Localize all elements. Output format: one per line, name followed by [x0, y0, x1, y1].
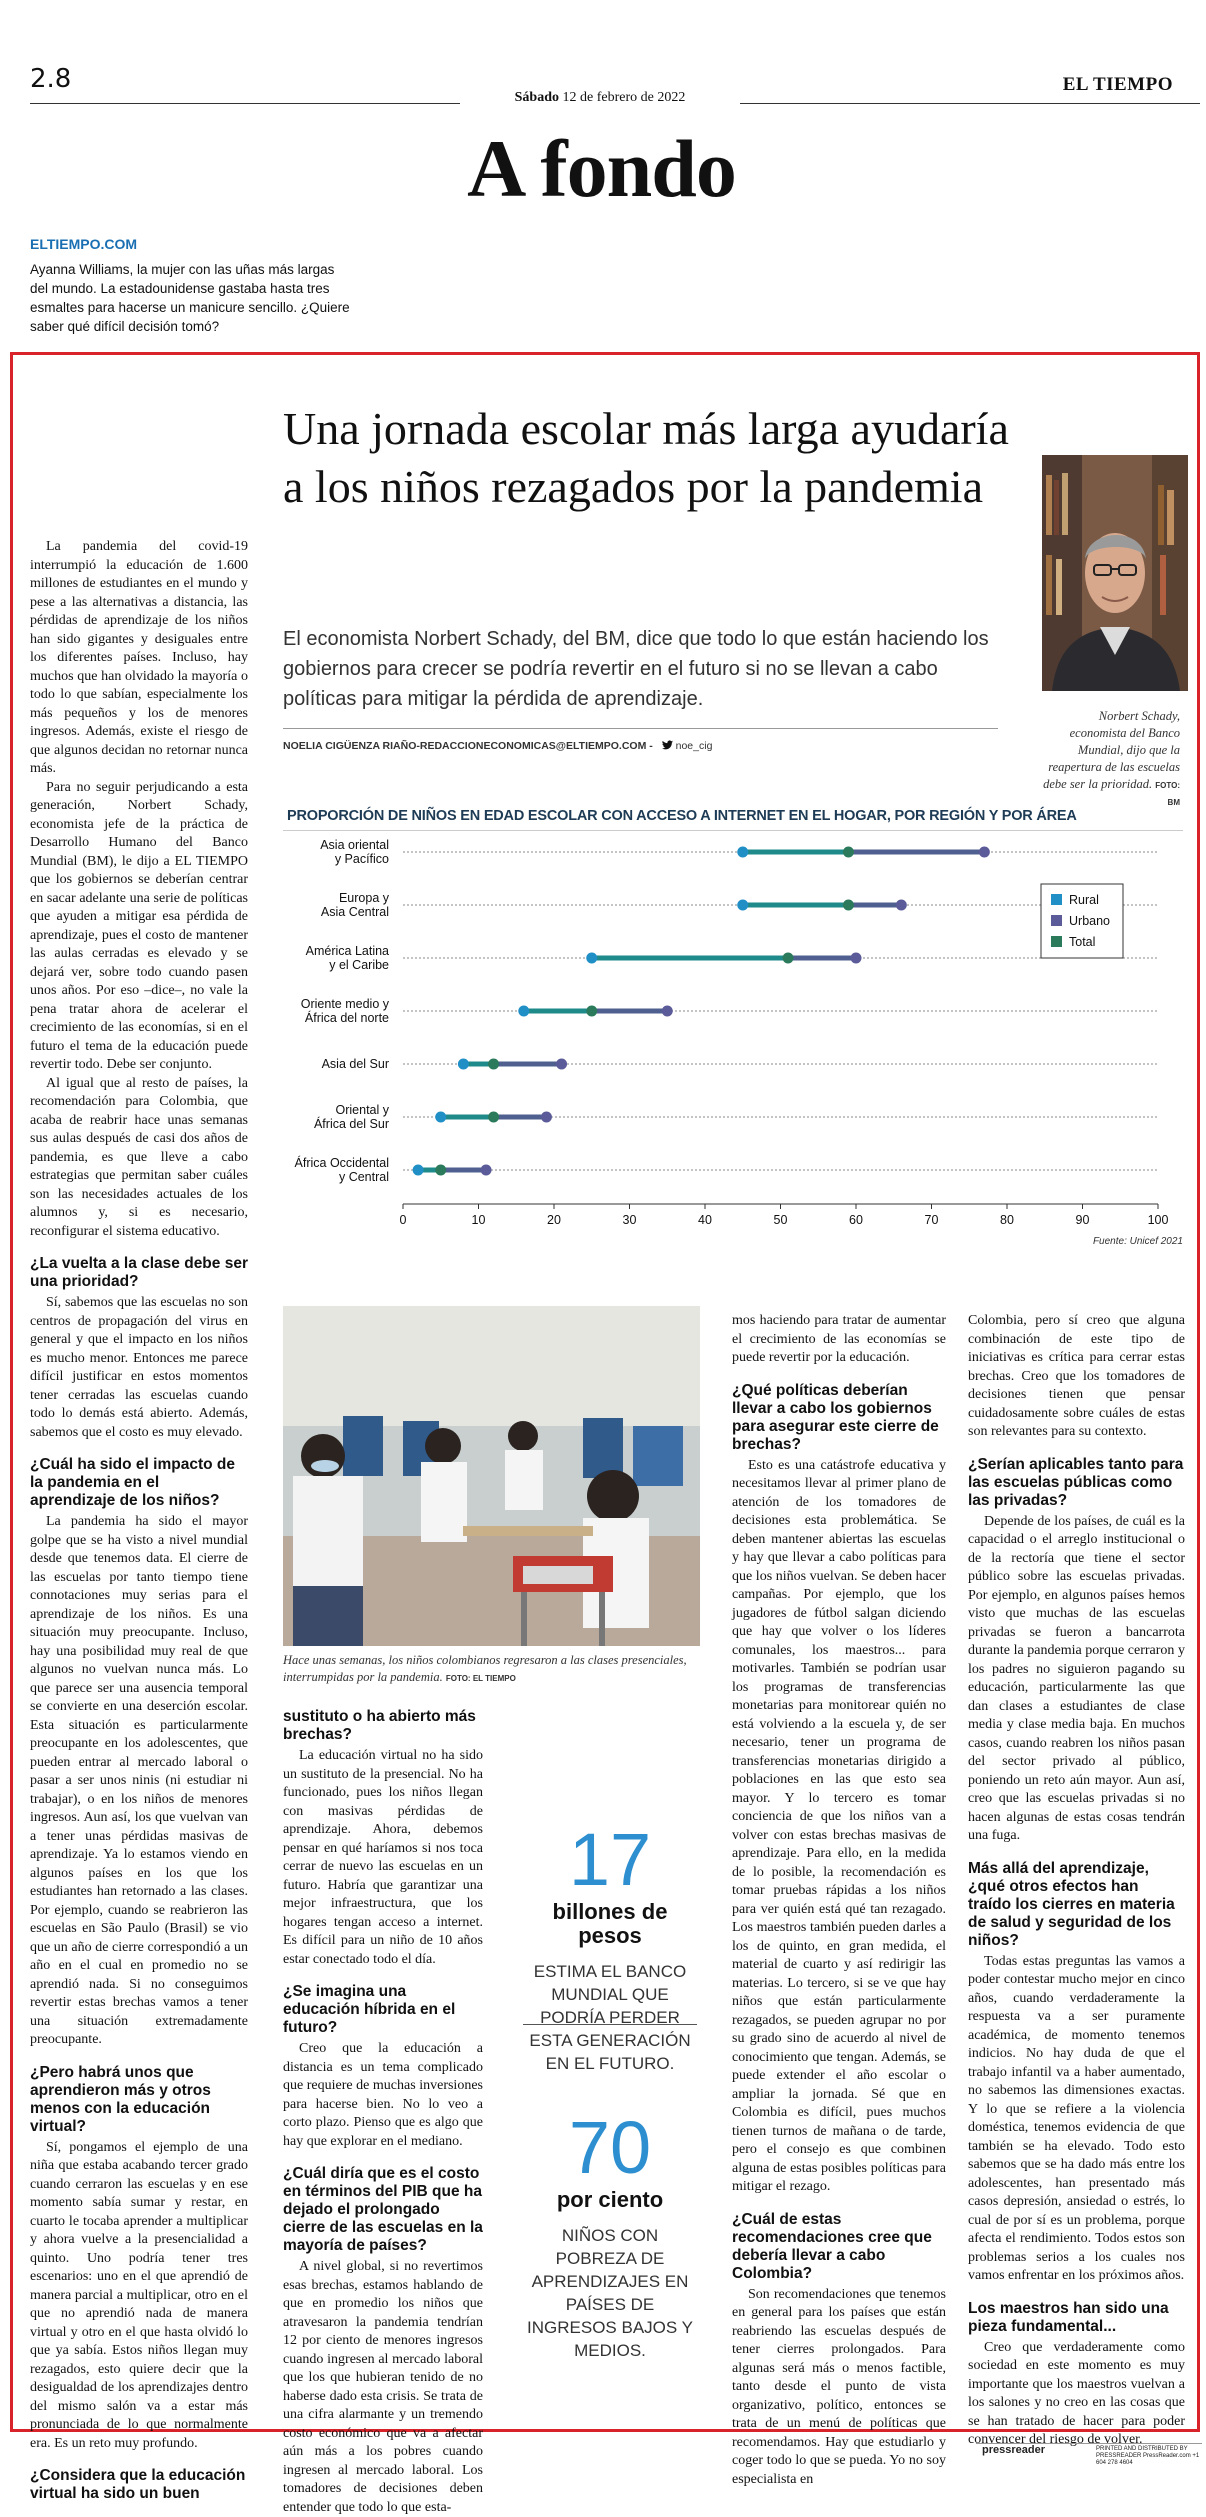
legend-label: Total [1069, 935, 1096, 949]
paragraph: mos haciendo para tratar de aumentar el crecimiento de las economías se puede revertir por la educación. [732, 1313, 946, 1365]
data-point-total [488, 1112, 499, 1123]
data-point-total [783, 953, 794, 964]
portrait-caption: Norbert Schady, economista del Banco Mundial, dijo que la reapertura de las escuelas debe ser la prioridad. FOTO: BM [1043, 709, 1180, 807]
category-label: Asia oriental [320, 838, 389, 852]
section-title: A fondo [467, 123, 736, 214]
x-tick-label: 100 [1147, 1213, 1169, 1227]
paragraph: La pandemia del covid-19 interrumpió la educación de 1.600 millones de estudiantes en el mundo y pese a las alternativas a distancia, las pérdidas de aprendizaje de los niños han sido gigantes y desiguales entre los diferentes países. Incluso, hay muchos que han olvidado la mayoría o todo lo que sabían, especialmente los más pequeños y los de menores ingresos. Además, existe el riesgo de que algunos decidan no retornar nunca más. [30, 539, 248, 776]
category-label: Oriente medio y [300, 997, 389, 1011]
classroom-photo [283, 1306, 700, 1646]
data-point-total [488, 1059, 499, 1070]
text-column-5 [968, 1312, 1185, 2450]
question-heading: ¿Pero habrá unos que aprendieron más y otros menos con la educación virtual? [30, 2063, 211, 2135]
data-point-total [843, 847, 854, 858]
x-tick-label: 10 [471, 1213, 486, 1227]
category-label: África del Sur [313, 1117, 389, 1131]
pressreader-bar [976, 2443, 1202, 2466]
portrait-credit: FOTO: BM [1155, 781, 1180, 807]
x-tick-label: 80 [1000, 1213, 1014, 1227]
x-tick-label: 50 [773, 1213, 788, 1227]
data-point-rural [737, 847, 748, 858]
question-heading: ¿Se imagina una educación híbrida en el futuro? [283, 1983, 456, 2036]
legend-label: Urbano [1069, 914, 1110, 928]
pressreader-notice: PRINTED AND DISTRIBUTED BY PRESSREADER PressReader.com +1 604 278 4604 [1096, 2446, 1200, 2466]
promo-text: Ayanna Williams, la mujer con las uñas más largas del mundo. La estadounidense gastaba hasta tres esmaltes para hacerse un manicure sencillo. ¿Quiere saber qué difícil decisión tomó? [30, 262, 350, 334]
page-number: 2.8 [30, 64, 72, 94]
data-point-rural [518, 1006, 529, 1017]
stat-divider [523, 2024, 697, 2025]
twitter-icon [662, 740, 673, 750]
x-tick-label: 70 [924, 1213, 939, 1227]
question-heading: ¿Cuál diría que es el costo en términos del PIB que ha dejado el prolongado cierre de las escuelas en la mayoría de países? [283, 2165, 483, 2254]
x-tick-label: 60 [849, 1213, 863, 1227]
twitter-handle[interactable]: noe_cig [662, 740, 713, 752]
x-tick-label: 0 [399, 1213, 407, 1227]
data-point-rural [458, 1059, 469, 1070]
question-heading: ¿Considera que la educación virtual ha sido un buen [30, 2467, 246, 2502]
x-tick-label: 40 [698, 1213, 712, 1227]
internet-access-chart [283, 834, 1183, 1254]
data-point-rural [413, 1165, 424, 1176]
stat-number: 70 [568, 2106, 652, 2189]
text-column-1 [30, 538, 248, 2506]
text-column-4 [732, 1312, 946, 2489]
chart-title-rule [283, 830, 1183, 831]
data-point-urbano [541, 1112, 552, 1123]
data-point-rural [435, 1112, 446, 1123]
paragraph: La educación virtual no ha sido un sustituto de la presencial. No ha funcionado, pues los niños llegan con masivas pérdidas de aprendizaje. Ahora, debemos pensar en qué haríamos si nos toca cerrar de nuevo las escuelas en un futuro. Habría que garantizar una mejor infraestructura, que los hogares tengan acceso a internet. Es difícil para un niño de 10 años estar conectado todo el día. [283, 1748, 483, 1967]
stat-description: NIÑOS CON POBREZA DE APRENDIZAJES EN PAÍSES DE INGRESOS BAJOS Y MEDIOS. [527, 2226, 693, 2360]
byline: NOELIA CIGÜENZA RIAÑO-REDACCIONECONOMICAS@ELTIEMPO.COM - noe_cig [283, 740, 713, 752]
question-heading: ¿Qué políticas deberían llevar a cabo los gobiernos para asegurar este cierre de brechas? [732, 1381, 939, 1453]
byline-author: NOELIA CIGÜENZA RIAÑO-REDACCIONECONOMICAS@ELTIEMPO.COM [283, 740, 647, 752]
chart-source: Fuente: Unicef 2021 [1092, 1236, 1183, 1247]
portrait-illustration [1042, 455, 1188, 691]
category-label: África Occidental [294, 1156, 389, 1170]
category-label: y Central [338, 1170, 389, 1184]
x-tick-label: 30 [622, 1213, 637, 1227]
stat-description: ESTIMA EL BANCO MUNDIAL QUE PODRÍA PERDER ESTA GENERACIÓN EN EL FUTURO. [529, 1962, 691, 2073]
data-point-total [435, 1165, 446, 1176]
portrait-photo [1042, 455, 1188, 691]
header-rule-right [740, 103, 1200, 104]
category-label: África del norte [304, 1011, 389, 1025]
data-point-urbano [851, 953, 862, 964]
stat-box-billions [520, 1820, 700, 2075]
category-label: Asia Central [320, 905, 389, 919]
category-label: y el Caribe [329, 958, 389, 972]
paragraph: La pandemia ha sido el mayor golpe que se ha visto a nivel mundial desde que tenemos data. El cierre de las escuelas por tanto tiempo tiene connotaciones muy serias para el aprendizaje de los niños. Es una situación muy preocupante. Incluso, hay una posibilidad muy real de que algunos no vuelvan nunca más. Lo que parece ser una ausencia temporal se convierte en una deserción escolar. Esta situación es particularmente preocupante en los adolescentes, que pueden entrar al mercado laboral o pasar a ser unos ninis (ni estudiar ni trabajar), o en los niños de menores ingresos. Aun así, los que vuelvan van a tener unas pérdidas masivas de aprendizaje. Ya lo estamos viendo en algunos países en los que los estudiantes han retornado a las clases. Por ejemplo, cuando se reabrieron las escuelas en São Paulo (Brasil) se vio que un año de cierre correspondió a un año en el cual en promedio no se aprendió nada. Si no conseguimos revertir estas brechas vamos a tener una situación extremadamente preocupante. [30, 1514, 248, 2047]
photo-caption: Hace unas semanas, los niños colombianos regresaron a las clases presenciales, interrumpidas por la pandemia. FOTO: EL TIEMPO [283, 1653, 687, 1684]
paragraph: Creo que la educación a distancia es un tema complicado que requiere de muchas inversiones para hacerse bien. No lo veo a corto plazo. Pienso que es algo que hay que explorar en el mediano. [283, 2041, 483, 2149]
category-label: Europa y [338, 891, 389, 905]
issue-date: Sábado 12 de febrero de 2022 [514, 90, 686, 105]
classroom-illustration [283, 1306, 700, 1646]
paragraph: Al igual que al resto de países, la recomendación para Colombia, que acaba de reabrir hace unas semanas sus aulas después de casi dos años de pandemia, es que lleve a cabo estrategias que permitan saber cuáles son las necesidades actuales de los alumnos y, si es necesario, reconfigurar el sistema educativo. [30, 1075, 248, 1239]
legend-swatch-urbano [1051, 915, 1062, 926]
article-headline: Una jornada escolar más larga ayudaría a los niños rezagados por la pandemia [283, 403, 1009, 512]
paragraph: Sí, pongamos el ejemplo de una niña que estaba acabando tercer grado cuando cerraron las escuelas y en ese momento sabía sumar y restar, en cuarto le tocaba aprender a multiplicar y ahora vuelve a la presencialidad a quinto. Uno podría tener tres escenarios: uno en el que aprendió de manera parcial a multiplicar, otro en el que no aprendió nada de manera virtual y otro en el que hasta olvidó lo que ya sabía. Estos niños llegan muy rezagados, esto quiere decir que la desigualdad de los aprendizajes dentro del mismo salón va a estar más pronunciada de lo que normalmente era. Es un reto muy profundo. [30, 2139, 248, 2451]
category-label: y Pacífico [334, 852, 389, 866]
legend-swatch-total [1051, 936, 1062, 947]
byline-rule [283, 728, 998, 729]
paragraph: Depende de los países, de cuál es la capacidad o el arreglo institucional o de la rectoría que tiene el sector público sobre las escuelas privadas. Por ejemplo, en algunos países hemos visto que muchas de las escuelas privadas se fueron a bancarrota durante la pandemia porque cerraron y los padres no siguieron pagando su educación, particularmente las que dan clases a estudiantes de clase media y clase media baja. En muchos casos, cuando reabren los niños pasan del sector privado al público, poniendo un reto aún mayor. Aun así, creo que las escuelas privadas si no hacen algunas de estas cosas tendrán una fuga. [968, 1513, 1185, 1843]
photo-credit: FOTO: EL TIEMPO [445, 1674, 516, 1683]
category-label: América Latina [305, 944, 389, 958]
x-tick-label: 90 [1075, 1213, 1090, 1227]
paragraph: A nivel global, si no revertimos esas brechas, estamos hablando de que en promedio los niños que atravesaron la pandemia tendrían 12 por ciento de menores ingresos cuando ingresen al mercado laboral que los que hubieran tenido de no haberse dado esta crisis. Se trata de una cifra alarmante y un tremendo costo económico que va a afectar aún más a los pobres cuando ingresen al mercado laboral. Los tomadores de decisiones deben entender que todo lo que esta- [283, 2259, 483, 2515]
header-rule-left [30, 103, 460, 104]
newspaper-brand: EL TIEMPO [1062, 74, 1173, 95]
question-heading: ¿Cuál ha sido el impacto de la pandemia en el aprendizaje de los niños? [30, 1456, 235, 1509]
paragraph: Creo que verdaderamente como sociedad en este momento es muy importante que los maestros vuelvan a los salones y no creo en las cosas que se han tratado de hacer para poder convencer del riesgo de volver. [968, 2339, 1185, 2447]
question-heading: ¿Cuál de estas recomendaciones cree que debería llevar a cabo Colombia? [732, 2210, 932, 2282]
data-point-rural [737, 900, 748, 911]
data-point-urbano [662, 1006, 673, 1017]
data-point-rural [586, 953, 597, 964]
data-point-urbano [979, 847, 990, 858]
question-heading: Los maestros han sido una pieza fundamental... [968, 2299, 1169, 2335]
chart-title: PROPORCIÓN DE NIÑOS EN EDAD ESCOLAR CON ACCESO A INTERNET EN EL HOGAR, POR REGIÓN Y POR ÁREA [287, 808, 1077, 824]
legend-swatch-rural [1051, 894, 1062, 905]
text-column-2 [283, 1708, 483, 2517]
legend-label: Rural [1069, 893, 1099, 907]
data-point-urbano [481, 1165, 492, 1176]
paragraph: Son recomendaciones que tenemos en general para los países que están reabriendo las escuelas después de tener cierres prolongados. Para algunas será más o menos factible, tanto desde el punto de vista organizativo, político, entonces se trata de un menú de políticas que recomendamos. Hay que estudiarlo y coger todo lo que se pueda. Yo no soy especialista en [732, 2286, 946, 2487]
category-label: Oriental y [335, 1103, 389, 1117]
category-label: Asia del Sur [321, 1057, 389, 1071]
stat-unit: por ciento [556, 2187, 664, 2212]
pressreader-logo: pressreader [982, 2444, 1045, 2456]
x-tick-label: 20 [547, 1213, 561, 1227]
stat-box-percent [520, 2108, 700, 2362]
question-heading: Más allá del aprendizaje, ¿qué otros efectos han traído los cierres en materia de salud y seguridad de los niños? [968, 1859, 1175, 1949]
paragraph: Sí, sabemos que las escuelas no son centros de propagación del virus en general y que el impacto en los niños es mucho menor. Entonces me parece difícil justificar en estos momentos tener cerradas las escuelas cuando todo lo demás está abierto. Además, sabemos que el costo es muy elevado. [30, 1295, 248, 1440]
paragraph: Para no seguir perjudicando a esta generación, Norbert Schady, economista jefe de la práctica de Desarrollo Humano del Banco Mundial (BM), le dijo a EL TIEMPO que los gobiernos se deberían centrar en sacar adelante una serie de políticas que ayuden a mitigar esa pérdida de aprendizaje, pues el costo de mantener las aulas cerradas es elevado y se dejará ver, sobre todo cuando pasen unos años. Por eso –dice–, no vale la pena tratar ahora de acelerar el crecimiento de las economías, si en el futuro el tema de la educación puede revertir todo. Debe ser conjunto. [30, 779, 248, 1072]
question-heading: ¿Serían aplicables tanto para las escuelas públicas como las privadas? [968, 1455, 1184, 1509]
data-point-urbano [896, 900, 907, 911]
data-point-total [586, 1006, 597, 1017]
question-heading: ¿La vuelta a la clase debe ser una prioridad? [30, 1255, 248, 1290]
data-point-urbano [556, 1059, 567, 1070]
paragraph: Todas estas preguntas las vamos a poder contestar mucho mejor en cinco años, cuando verdaderamente la respuesta va a ser puramente académica, de momento tenemos indicios. No hay duda de que el trabajo infantil va a haber aumentado, no sabemos las dimensiones exactas. Y lo que se refiere a la violencia doméstica, tenemos evidencia de que también se ha elevado. Todo esto sabemos que se ha dado más entre los adolescentes, han presentado más casos depresión, ansiedad o estrés, lo cual de por sí es un problema, porque afecta el rendimiento. Todos estos son problemas serios a los cuales nos vamos enfrentar en los próximos años. [968, 1953, 1185, 2283]
promo-site-link[interactable]: ELTIEMPO.COM [30, 236, 138, 252]
data-point-total [843, 900, 854, 911]
stat-unit: billones de pesos [552, 1899, 668, 1948]
paragraph: Esto es una catástrofe educativa y necesitamos llevar al primer plano de atención de los tomadores de decisiones esta problemática. Se deben mantener abiertas las escuelas y hay que llevar a cabo políticas para que los niños vuelvan. Se deben hacer campañas. Por ejemplo, que los jugadores de fútbol salgan diciendo que hay que volver o los líderes comunales, los maestros... para motivarles. También se podrían usar los programas de transferencias monetarias para monitorear quién no está volviendo a la escuela y, de ser necesario, tener un programa de transferencias monetarias dirigido a poblaciones en las que esto sea mayor. Y lo tercero es tomar conciencia de que los niños van a volver con estas brechas masivas de aprendizaje. Para ello, en la medida de lo posible, la recomendación es tomar pruebas rápidas a los niños para ver quién está qué tan rezagado. Los maestros también pueden darles a los de quinto, en gran medida, el material de cuarto y así redirigir las materias. Lo tercero, si se ve que hay niños que están particularmente rezagados, se pueden agrupar no por su grado sino de acuerdo al nivel de conocimiento que tengan. Además, se puede extender el año escolar o ampliar la jornada. Sé que en Colombia es difícil, pues muchos tienen turnos de mañana o de tarde, pero el consejo es que combinen alguna de estas posibles políticas para mitigar el rezago. [732, 1457, 946, 2194]
stat-number: 17 [568, 1818, 652, 1901]
article-deck: El economista Norbert Schady, del BM, dice que todo lo que están haciendo los gobiernos para crecer se podría revertir en el futuro si no se llevan a cabo políticas para mitigar la pérdida de aprendizaje. [283, 628, 989, 710]
question-heading: sustituto o ha abierto más brechas? [283, 1708, 476, 1743]
paragraph: Colombia, pero sí creo que alguna combinación de este tipo de iniciativas es crítica para cerrar estas brechas. Creo que los tomadores de decisiones tienen que pensar cuidadosamente sobre cuáles de estas son relevantes para su contexto. [968, 1313, 1185, 1439]
